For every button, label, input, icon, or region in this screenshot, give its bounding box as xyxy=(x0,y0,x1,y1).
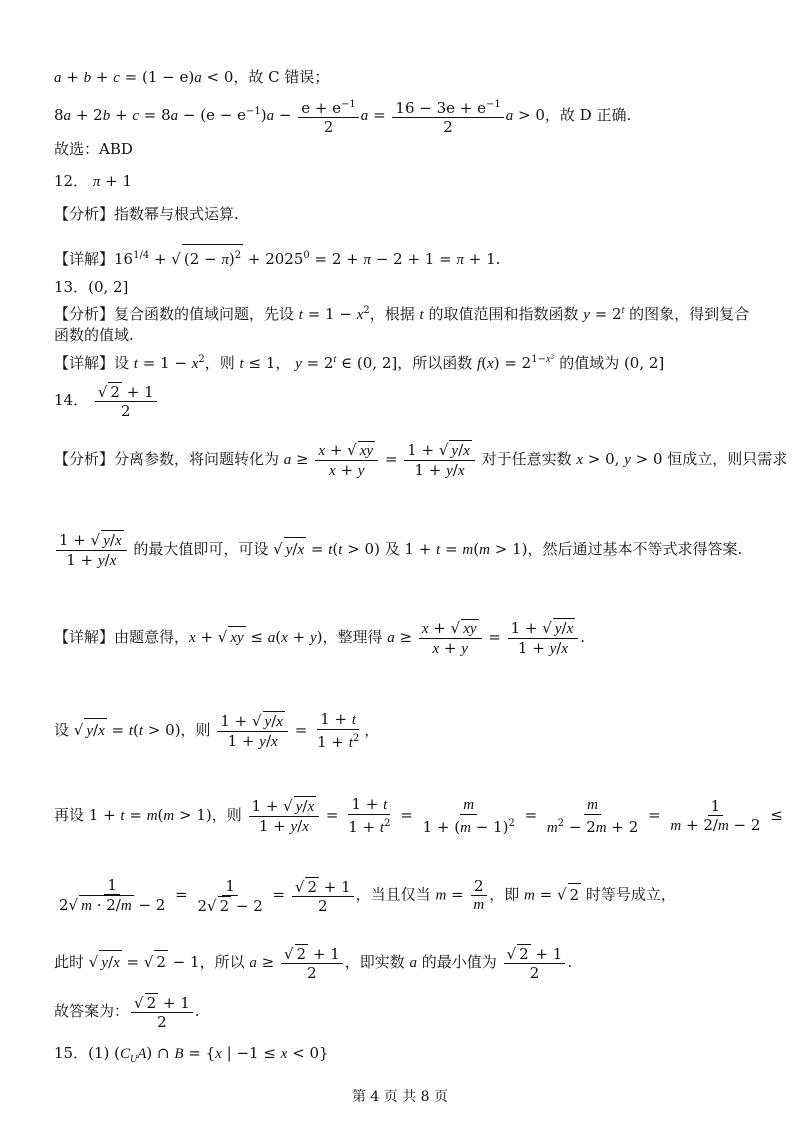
text-line: a + b + c = (1 − e)a < 0，故 C 错误； xyxy=(54,68,330,86)
fraction: $\frac{16 - 3e + e^{-1}}{2}$ xyxy=(392,96,503,136)
text-line: 14． $\frac{√ 2 + 1}{2}$ xyxy=(54,382,159,420)
text-line: 12． π + 1 xyxy=(54,172,133,190)
fraction: $\frac{e + e^{-1}}{2}$ xyxy=(298,96,359,136)
text-line: 【详解】由题意得，x + √ xy ≤ a(x + y)，整理得 a ≥ $\frac{x + √ xy}{x + y}$ = $\frac{1 + √ y/x}{1 + y/x}$ . xyxy=(54,618,586,657)
fraction: $\frac{√ 2 + 1}{2}$ xyxy=(95,382,157,420)
text-line: 【分析】指数幂与根式运算. xyxy=(54,205,239,223)
page-footer: 第 4 页 共 8 页 xyxy=(351,1089,449,1105)
text-line: 【详解】$16^{1/4}$ + √ $(2 - \pi)^2 + 2025^0 = 2 + \pi - 2 + 1 = \pi + 1$. xyxy=(54,244,500,271)
text-line: 【分析】分离参数，将问题转化为 a ≥ $\frac{x + √ xy}{x + y}$ = $\frac{1 + √ y/x}{1 + y/x}$ 对于任意实数 x > 0, y > 0 恒成立，则只需求 xyxy=(54,440,788,479)
text-line: 15．(1) $(C_UA)$ ∩ B = {x | −1 ≤ x < 0} xyxy=(54,1044,329,1065)
text-line: 【详解】设 $t = 1 - x^2$，则 t ≤ 1， $y = 2^t$ ∈ (0, 2]，所以函数 $f(x) = 2^{1-x^2}$ 的值域为 (0, 2] xyxy=(54,354,665,372)
text-line: 设 √ y/x = t(t > 0)，则 $\frac{1 + √ y/x}{1 + y/x}$ = $\frac{1 + t}{1 + t^2}$ ， xyxy=(54,710,380,751)
text-line: 【分析】复合函数的值域问题，先设 $t = 1 - x^2$，根据 t 的取值范围和指数函数 $y = 2^t$ 的图象，得到复合 xyxy=(54,305,750,323)
text-line: $\frac{1}{2√ m \cdot 2/m - 2}$ = $\frac{1}{2√ 2 - 2}$ = $\frac{√ 2 + 1}{2}$ ，当且仅当 m = $\frac{2}{m}$ ，即 m = √ 2 时等号成立， xyxy=(59,876,676,915)
text-line: $\frac{1 + √ y/x}{1 + y/x}$ 的最大值即可，可设 √ y/x = t(t > 0) 及 1 + t = m(m > 1)，然后通过基本不等式求得答案. xyxy=(54,530,742,570)
text-line: $8a + 2b + c = 8a - (e - e^{-1})a$ − $\frac{e + e^{-1}}{2}$ a = $\frac{16 - 3e + e^{-1}}{2}$ a > 0，故 D 正确. xyxy=(54,96,631,136)
text-line: 13．(0, 2] xyxy=(54,278,129,296)
text-line: 再设 1 + t = m(m > 1)，则 $\frac{1 + √ y/x}{1 + y/x}$ = $\frac{1 + t}{1 + t^2}$ = $\frac{m}{1 + (m - 1)^2}$ = $\frac{m}{m^2 - 2m + 2}$ = $\frac{1}{m + 2/m - 2}$ ≤ xyxy=(54,795,783,836)
text-line: 函数的值域. xyxy=(54,326,134,344)
text-line: 此时 √ y/x = √ 2 − 1，所以 a ≥ $\frac{√ 2 + 1}{2}$ ，即实数 a 的最小值为 $\frac{√ 2 + 1}{2}$ . xyxy=(54,945,573,982)
text-line: 故选：ABD xyxy=(54,140,133,158)
text-line: 故答案为： $\frac{√ 2 + 1}{2}$ . xyxy=(54,994,200,1031)
